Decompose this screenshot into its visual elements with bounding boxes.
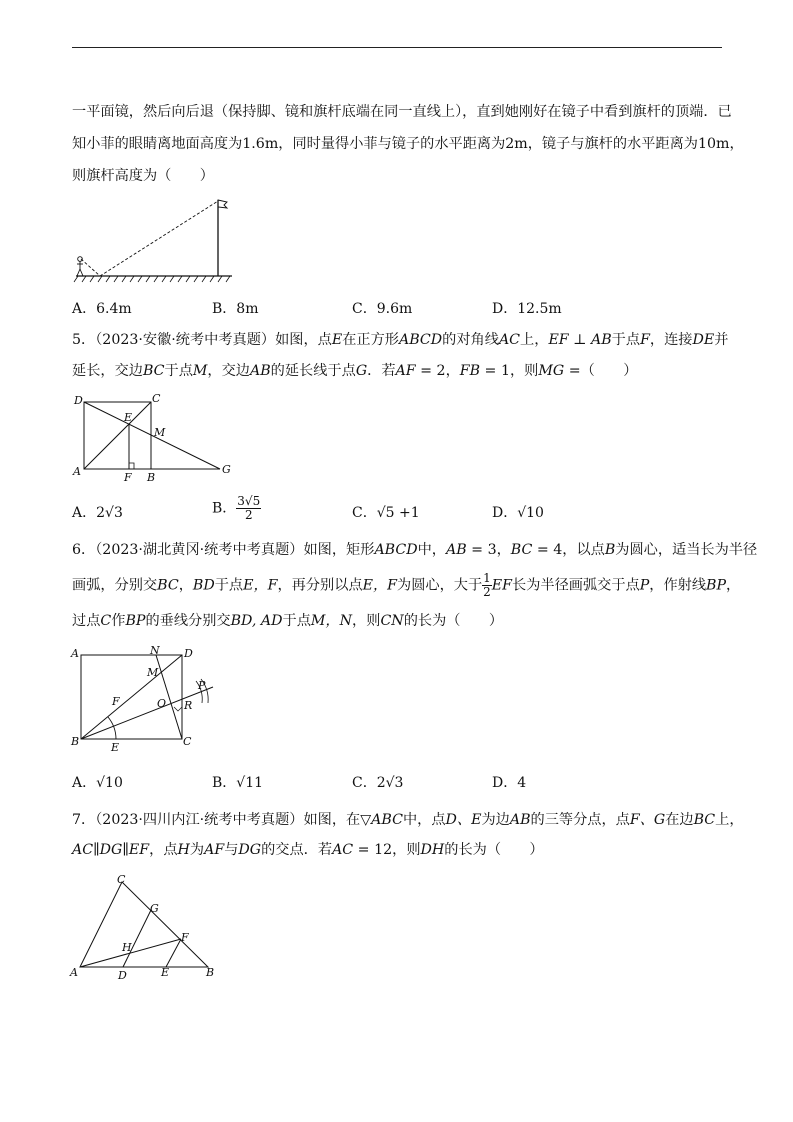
q6-label-c: C	[183, 735, 192, 748]
q5-var: MG	[538, 363, 565, 379]
q5-text: 在正方形	[342, 332, 399, 348]
q5-label-b: B	[147, 471, 156, 484]
q6-line-1	[72, 540, 758, 560]
q4-figure	[72, 196, 242, 286]
q6-text: 6．（2023·湖北黄冈·统考中考真题）如图，矩形	[72, 542, 375, 558]
q7-text: 为边	[481, 812, 510, 828]
q7-text: 上，	[715, 812, 744, 828]
q6-var: EF	[491, 577, 512, 594]
q5-text: = 2，	[415, 363, 460, 379]
q5-var: G	[355, 363, 368, 379]
q5-text: = 1，则	[480, 363, 539, 379]
q6-line-3	[72, 611, 727, 631]
q6-text: ，	[726, 577, 741, 594]
q6-var: P	[639, 577, 650, 594]
q6-var: BD, AD	[230, 613, 283, 629]
q6-text: ，再分别以点	[277, 577, 363, 594]
q6-label-b: B	[71, 735, 80, 748]
q7-var: ▽ABC	[360, 812, 403, 828]
q6-var: AB	[446, 542, 467, 558]
q7-text: 的三等分点，点	[530, 812, 630, 828]
q5-label-m: M	[154, 426, 166, 439]
q7-label-b: B	[206, 966, 215, 979]
q5-var: E	[331, 332, 343, 348]
q6-var: B	[604, 542, 616, 558]
q5-line-2	[72, 361, 727, 381]
q5-var: ABCD	[399, 332, 443, 348]
q7-text: 为	[189, 842, 205, 858]
q6-var: BP	[125, 613, 146, 629]
q6-text: ，作射线	[649, 577, 707, 594]
q7-label-e: E	[161, 966, 170, 979]
q6-text: 为圆心，大于	[397, 577, 483, 594]
q6-text: 的长为（ ）	[403, 613, 504, 629]
q6-text: ，	[178, 577, 193, 594]
q6-label-r: R	[184, 699, 193, 712]
q7-line-1	[72, 810, 744, 830]
q6-text: 于点	[282, 613, 311, 629]
q4-line-1: 一平面镜，然后向后退（保持脚、镜和旗杆底端在同一直线上），直到她刚好在镜子中看到旗杆的顶端．已	[72, 104, 732, 120]
q5-option-b-label: B．	[212, 500, 237, 517]
q6-var: ABCD	[374, 542, 418, 558]
q6-text: ，则	[352, 613, 381, 629]
fraction	[236, 495, 261, 522]
q6-text: 为圆心，适当长为半径	[615, 542, 758, 558]
q6-var: M，N	[310, 613, 353, 629]
q5-label-c: C	[152, 392, 161, 405]
q5-text: 于点	[164, 363, 193, 379]
q5-label-e: E	[124, 411, 133, 424]
q4-option-a: A．6.4m	[72, 301, 132, 317]
q7-text: 的长为（ ）	[444, 842, 544, 858]
q5-var: EF ⊥ AB	[548, 332, 612, 348]
q5-var: BC	[142, 363, 165, 379]
q7-var: DH	[420, 842, 445, 858]
q6-option-a: A．√10	[72, 775, 123, 791]
q7-text: 在边	[665, 812, 694, 828]
q7-text: 7．（2023·四川内江·统考中考真题）如图，在	[72, 812, 361, 828]
q7-var: BC	[693, 812, 716, 828]
fraction-denominator: 2	[483, 585, 491, 599]
q6-var: CN	[380, 613, 404, 629]
q5-var: AC	[498, 332, 521, 348]
q6-var: BD	[192, 577, 215, 594]
q4-line-3: 则旗杆高度为（ ）	[72, 168, 214, 184]
q5-text: ，连接	[649, 332, 693, 348]
q7-label-d: D	[118, 969, 127, 982]
q6-label-n: N	[150, 645, 160, 657]
q7-label-g: G	[150, 902, 159, 915]
q7-var: F、G	[629, 812, 666, 828]
q5-source: 5．（2023·安徽·统考中考真题）如图，点	[72, 332, 332, 348]
q7-var: H	[177, 842, 190, 858]
q7-var: AB	[509, 812, 531, 828]
q6-text: 于点	[214, 577, 244, 594]
q5-text: ，交边	[207, 363, 250, 379]
q6-text: 作	[111, 613, 126, 629]
q6-label-e: E	[111, 741, 120, 754]
q6-var: C	[100, 613, 112, 629]
q5-text: 于点	[611, 332, 641, 348]
q4-option-c: C．9.6m	[352, 301, 413, 317]
q7-line-2	[72, 840, 727, 860]
q5-text: 并	[714, 332, 729, 348]
fraction-numerator: 1	[483, 571, 491, 585]
q6-label-m: M	[147, 666, 159, 679]
q7-var: AC	[332, 842, 354, 858]
q7-label-a: A	[70, 966, 78, 979]
q5-text: 的延长线于点	[270, 363, 356, 379]
q5-text: 上，	[520, 332, 549, 348]
q5-option-a: A．2√3	[72, 505, 123, 521]
q5-text: 延长，交边	[72, 363, 143, 379]
q4-option-b: B．8m	[212, 301, 259, 317]
q5-figure	[70, 392, 245, 487]
q4-line-2: 知小菲的眼睛离地面高度为1.6m，同时量得小菲与镜子的水平距离为2m，镜子与旗杆的水平距离为10m，	[72, 136, 744, 152]
q6-var: BP	[706, 577, 726, 594]
q5-line-1	[72, 330, 727, 350]
q6-text: 画弧，分别交	[72, 577, 158, 594]
q5-label-g: G	[222, 463, 231, 476]
q6-var: BC	[157, 577, 179, 594]
q6-option-c: C．2√3	[352, 775, 404, 791]
q6-label-f: F	[112, 695, 120, 708]
q6-text: 的垂线分别交	[145, 613, 231, 629]
q6-label-d: D	[184, 647, 193, 660]
fraction	[482, 572, 492, 599]
q7-var: AF	[204, 842, 225, 858]
q7-text: 与	[224, 842, 239, 858]
q5-label-a: A	[73, 465, 81, 478]
q7-figure	[68, 872, 228, 984]
q6-option-b: B．√11	[212, 775, 264, 791]
q6-label-o: O	[157, 697, 167, 710]
q6-text: 过点	[72, 613, 101, 629]
q6-line-2	[72, 571, 741, 599]
q7-text: 的交点．若	[261, 842, 333, 858]
header-rule	[72, 47, 722, 48]
q7-var: DG	[238, 842, 262, 858]
q5-var: AF	[395, 363, 416, 379]
q5-var: DE	[692, 332, 715, 348]
q5-label-f: F	[124, 471, 132, 484]
q7-label-c: C	[117, 873, 126, 886]
q6-option-d: D．4	[492, 775, 527, 791]
q7-text: = 12，则	[353, 842, 421, 858]
q5-var: FB	[459, 363, 481, 379]
q5-var: M	[192, 363, 208, 379]
q5-option-b	[212, 495, 261, 522]
q6-label-a: A	[71, 647, 79, 660]
q7-var: D、E	[445, 812, 482, 828]
fraction-numerator: 3√5	[237, 494, 261, 508]
q5-text: =（ ）	[564, 363, 638, 379]
q6-text: 中，	[417, 542, 446, 558]
q7-text: ，点	[149, 842, 178, 858]
q4-option-d: D．12.5m	[492, 301, 562, 317]
q5-option-d: D．√10	[492, 505, 544, 521]
q6-text: = 4，以点	[532, 542, 605, 558]
q5-var: F	[640, 332, 650, 348]
q6-label-p: P	[198, 679, 206, 692]
q6-text: 长为半径画弧交于点	[512, 577, 640, 594]
q7-var: AC∥DG∥EF	[72, 842, 150, 858]
q6-text: = 3，	[466, 542, 511, 558]
q6-var: E，F	[243, 577, 278, 594]
fraction-denominator: 2	[244, 508, 253, 522]
q5-label-d: D	[74, 394, 83, 407]
q5-var: AB	[250, 363, 271, 379]
q6-figure	[68, 645, 228, 755]
q6-var: BC	[510, 542, 533, 558]
q7-label-h: H	[122, 941, 132, 954]
q5-text: ．若	[367, 363, 396, 379]
q6-var: E，F	[362, 577, 398, 594]
q5-option-c: C．√5 +1	[352, 505, 420, 521]
q7-label-f: F	[181, 931, 189, 944]
q7-text: 中，点	[402, 812, 446, 828]
q5-text: 的对角线	[442, 332, 499, 348]
